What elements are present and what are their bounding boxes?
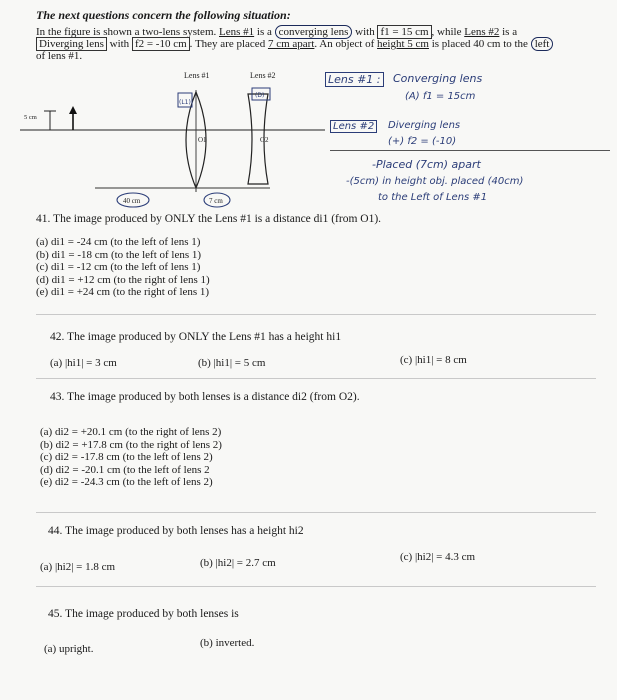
q41-option-d[interactable]: (d) di1 = +12 cm (to the right of lens 1): [36, 273, 210, 286]
q43-option-d[interactable]: (d) di2 = -20.1 cm (to the left of lens 2: [40, 463, 210, 476]
q45-option-b[interactable]: (b) inverted.: [200, 637, 255, 649]
hand-lens2: Lens #2: [330, 120, 377, 133]
intro-line-2: Diverging lens with f2 = -10 cm . They are placed 7 cm apart. An object of height 5 cm is placed 40 cm to the left: [36, 39, 553, 50]
object-arrowhead: [69, 106, 77, 114]
hand-f2: (+) f2 = (-10): [388, 136, 457, 147]
hand-placed: -Placed (7cm) apart: [372, 158, 481, 171]
placed-underline: 7 cm apart: [267, 38, 315, 50]
q42-option-b[interactable]: (b) |hi1| = 5 cm: [198, 357, 266, 369]
o2-label: O2: [260, 136, 269, 144]
q41-option-a[interactable]: (a) di1 = -24 cm (to the left of lens 1): [36, 236, 201, 248]
q43-option-e[interactable]: (e) di2 = -24.3 cm (to the left of lens 2): [40, 476, 213, 488]
q44-option-c[interactable]: (c) |hi2| = 4.3 cm: [400, 551, 476, 563]
q43-options: [40, 426, 222, 489]
divider-41: [36, 314, 596, 315]
dist7-label: 7 cm: [209, 197, 223, 205]
q45-option-a[interactable]: (a) upright.: [44, 643, 94, 655]
q42-option-a[interactable]: (a) |hi1| = 3 cm: [50, 357, 117, 369]
converging-circled: converging lens: [275, 25, 353, 39]
lens-diagram: [20, 60, 330, 208]
left-circled: left: [531, 37, 554, 51]
intro-line-1: In the figure is shown a two-lens system. Lens #1 is a converging lens with f1 = 15 cm , while Lens #2 is a: [36, 26, 518, 38]
lens-diagram-svg: [20, 60, 330, 208]
q43-option-c[interactable]: (c) di2 = -17.8 cm (to the left of lens 2): [40, 451, 213, 463]
hand-left: to the Left of Lens #1: [378, 192, 488, 203]
o1-label: O1: [198, 136, 207, 144]
q43-option-a[interactable]: (a) di2 = +20.1 cm (to the right of lens 2): [40, 426, 222, 438]
lens2-underline: Lens #2: [464, 26, 500, 38]
divider-44: [36, 586, 596, 587]
q41-option-b[interactable]: (b) di1 = -18 cm (to the left of lens 1): [36, 248, 202, 261]
divider-42: [36, 378, 596, 379]
hand-divider: [330, 150, 610, 151]
section-header: The next questions concern the following situation:: [36, 8, 291, 22]
hand-converging: Converging lens: [393, 72, 483, 85]
f1-boxed: f1 = 15 cm: [377, 25, 431, 39]
lens1-hand-note: (L1): [179, 99, 191, 106]
object-height-label: 5 cm: [24, 114, 37, 121]
hand-diverging: Diverging lens: [388, 120, 461, 131]
lens2-label: Lens #2: [250, 71, 276, 80]
q41-stem: 41. The image produced by ONLY the Lens #1 is a distance di1 (from O1).: [36, 213, 382, 225]
height-underline: height 5 cm: [377, 38, 429, 50]
hand-obj: -(5cm) in height obj. placed (40cm): [346, 176, 524, 187]
divider-43: [36, 512, 596, 513]
q44-stem: 44. The image produced by both lenses has a height hi2: [48, 525, 304, 537]
q44-option-a[interactable]: (a) |hi2| = 1.8 cm: [40, 561, 116, 573]
hand-lens1: Lens #1 :: [325, 72, 384, 87]
q43-option-b[interactable]: (b) di2 = +17.8 cm (to the right of lens 2): [40, 438, 222, 451]
lens1-label: Lens #1: [184, 71, 210, 80]
q45-stem: 45. The image produced by both lenses is: [48, 608, 239, 620]
q42-option-c[interactable]: (c) |hi1| = 8 cm: [400, 354, 467, 366]
lens1-underline: Lens #1: [219, 26, 255, 38]
q41-option-c[interactable]: (c) di1 = -12 cm (to the left of lens 1): [36, 261, 201, 273]
q41-option-e[interactable]: (e) di1 = +24 cm (to the right of lens 1): [36, 286, 210, 298]
q41-options: [36, 236, 210, 299]
hand-f1: (A) f1 = 15cm: [405, 91, 476, 102]
q44-option-b[interactable]: (b) |hi2| = 2.7 cm: [200, 557, 276, 569]
intro-line-3: of lens #1.: [36, 50, 83, 62]
lens2-hand-note: (D): [255, 92, 265, 99]
q42-stem: 42. The image produced by ONLY the Lens #1 has a height hi1: [50, 331, 342, 343]
q43-stem: 43. The image produced by both lenses is a distance di2 (from O2).: [50, 391, 360, 403]
diverging-boxed: Diverging lens: [36, 37, 107, 51]
dist40-label: 40 cm: [123, 197, 141, 205]
f2-boxed: f2 = -10 cm: [132, 37, 190, 51]
